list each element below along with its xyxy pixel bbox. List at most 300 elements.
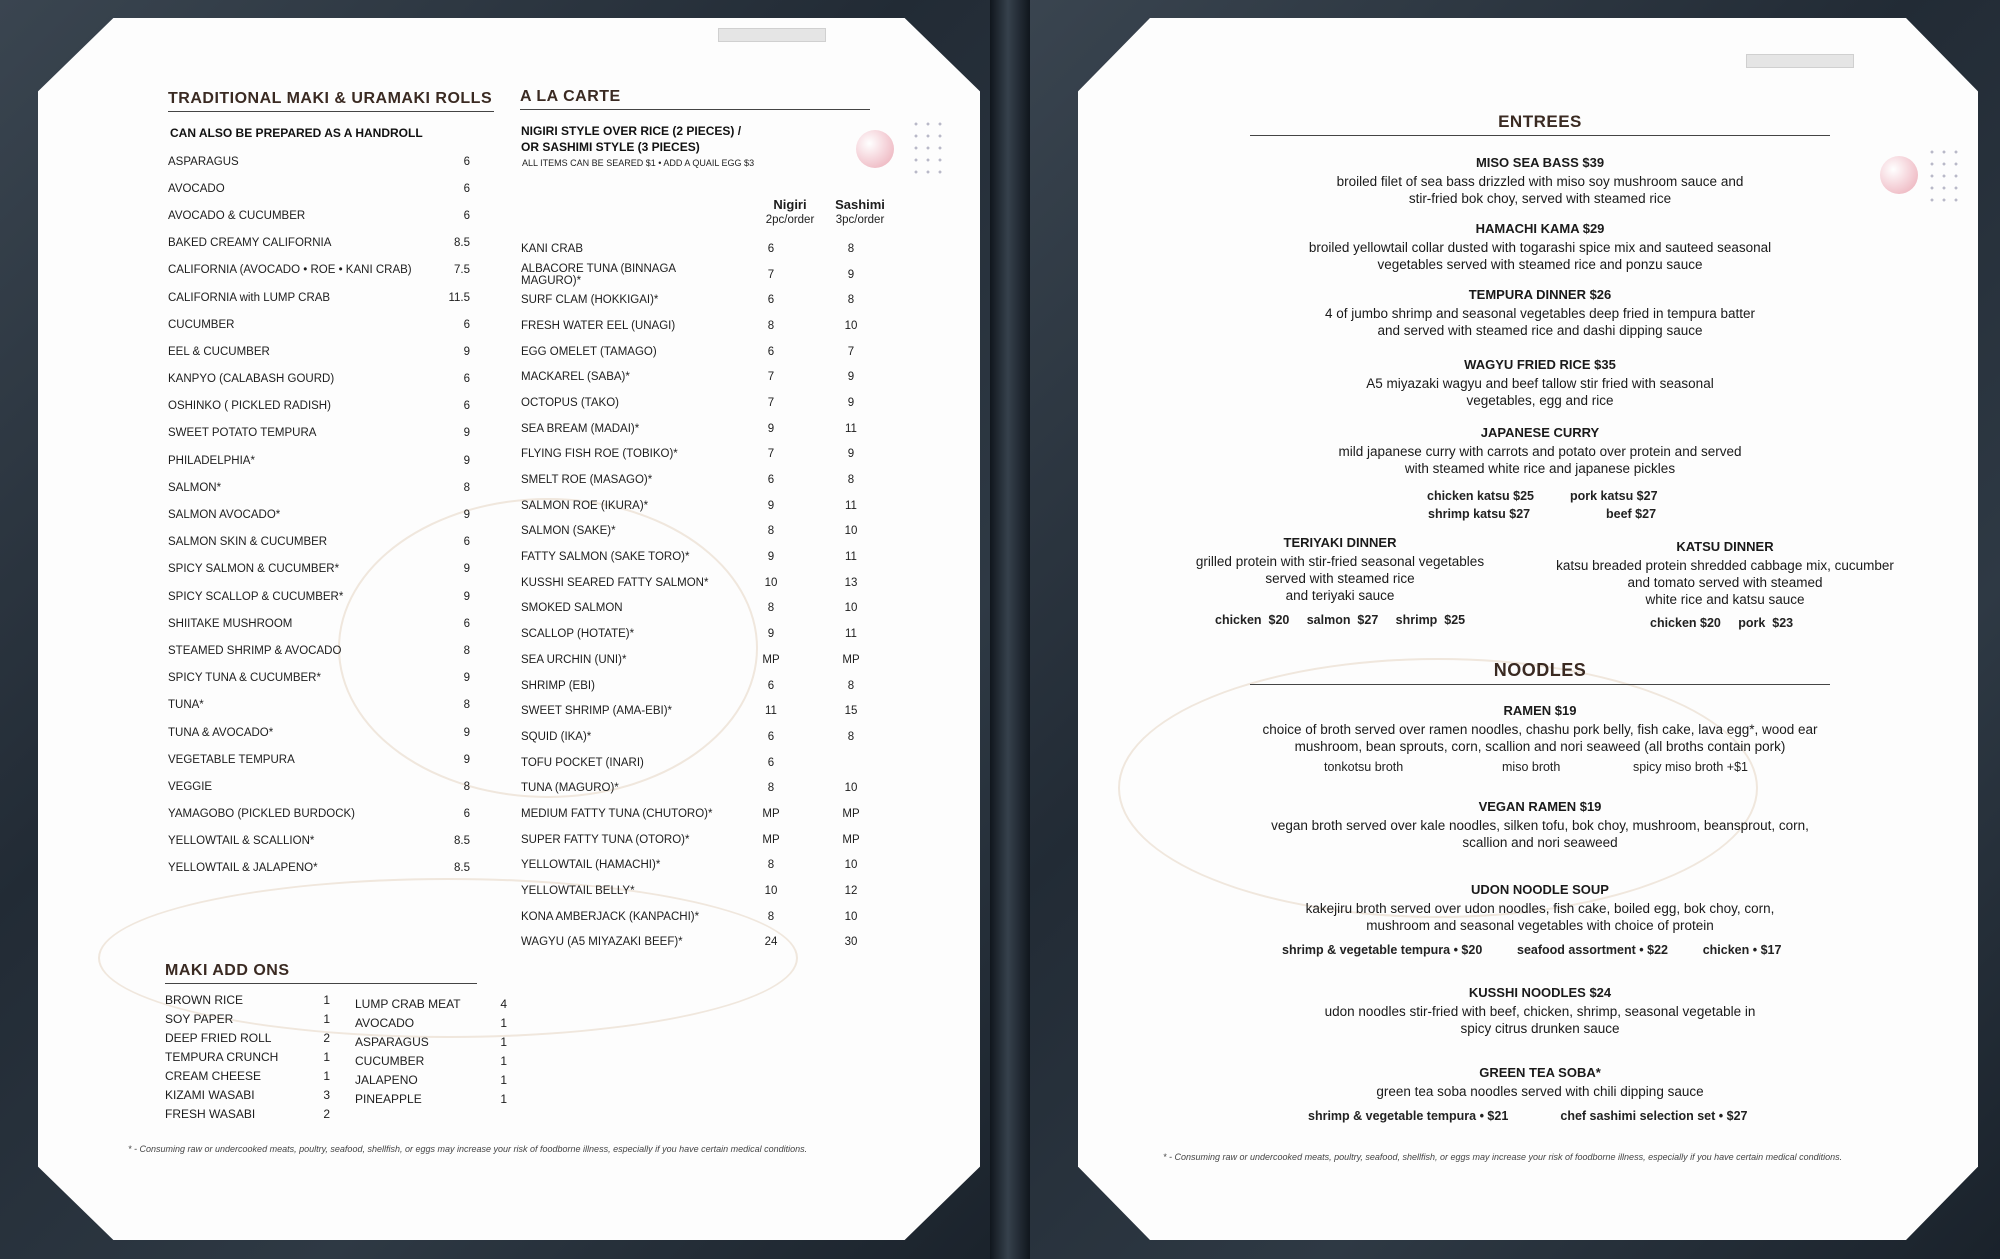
item-name: STEAMED SHRIMP & AVOCADO [168,644,342,657]
item-name: CUCUMBER [168,318,235,331]
roll-menu-item [168,366,470,393]
menu-spine [990,0,1030,1259]
item-price: 1 [500,1091,507,1106]
nigiri-price: 7 [767,448,775,461]
item-name: CALIFORNIA with LUMP CRAB [168,291,331,304]
item-price: 1 [500,1015,507,1030]
item-name: BAKED CREAMY CALIFORNIA [168,237,332,250]
roll-menu-item [168,202,470,229]
item-desc: A5 miyazaki wagyu and beef tallow stir fried with seasonal [1366,376,1714,391]
item-price: 6 [463,373,470,386]
nigiri-price: 6 [767,242,775,255]
a-la-carte-item [521,904,891,930]
sashimi-price: 9 [847,268,855,281]
sashimi-price: 9 [847,371,855,384]
nigiri-price: 11 [765,705,777,718]
item-title: WAGYU FRIED RICE $35 [1464,357,1616,372]
item-desc: spicy citrus drunken sauce [1460,1021,1620,1036]
item-price: 9 [463,563,470,576]
item-desc: vegetables, egg and rice [1466,393,1614,408]
item-name: AVOCADO [168,182,225,195]
item-desc: broiled filet of sea bass drizzled with miso soy mushroom sauce and [1336,174,1744,189]
a-la-carte-subtitle-2: OR SASHIMI STYLE (3 PIECES) [521,140,700,154]
orb-decoration [856,130,894,168]
item-name: SPICY SCALLOP & CUCUMBER* [168,590,344,603]
kusshi-noodles-item [1180,984,1900,1037]
nigiri-price: 6 [767,474,775,487]
item-name: LUMP CRAB MEAT [355,996,461,1011]
sashimi-price: 8 [847,679,855,692]
udon-noodle-soup-item [1180,881,1900,934]
item-title: JAPANESE CURRY [1480,425,1600,440]
sashimi-price: 11 [845,422,857,435]
item-price: 8 [463,644,470,657]
nigiri-price: 7 [767,268,775,281]
a-la-carte-item [521,621,891,647]
item-desc: 4 of jumbo shrimp and seasonal vegetables deep fried in tempura batter [1324,306,1755,321]
curry-option: beef $27 [1606,507,1657,521]
item-desc: stir-fried bok choy, served with steamed rice [1408,191,1672,206]
item-desc: with steamed white rice and japanese pickles [1404,461,1676,476]
item-price: 9 [463,454,470,467]
add-on-item [355,1051,507,1070]
item-name: MEDIUM FATTY TUNA (CHUTORO)* [521,807,713,820]
item-price: 1 [323,1068,330,1083]
item-name: YELLOWTAIL (HAMACHI)* [521,859,661,872]
item-price: 1 [500,1072,507,1087]
a-la-carte-item [521,442,891,468]
add-on-item [165,1066,330,1085]
nigiri-price: 7 [767,396,775,409]
add-on-item [355,1070,507,1089]
item-name: CUCUMBER [355,1053,425,1068]
item-name: SALMON (SAKE)* [521,525,616,538]
a-la-carte-list [521,236,891,955]
item-name: TEMPURA CRUNCH [165,1049,279,1064]
sashimi-price: 11 [845,499,857,512]
a-la-carte-item [521,313,891,339]
item-name: FRESH WASABI [165,1106,256,1121]
add-on-item [355,1013,507,1032]
item-name: KANPYO (CALABASH GOURD) [168,373,335,386]
add-on-item [355,1032,507,1051]
vegan-ramen-item [1180,798,1900,851]
item-name: SCALLOP (HOTATE)* [521,628,635,641]
item-price: 8.5 [454,835,470,848]
item-name: SALMON SKIN & CUCUMBER [168,536,328,549]
nigiri-price: 9 [767,422,775,435]
item-name: WAGYU (A5 MIYAZAKI BEEF)* [521,936,683,949]
item-name: EEL & CUCUMBER [168,345,270,358]
tempura-dinner-item [1250,286,1830,339]
roll-menu-item [168,637,470,664]
add-ons-column-1 [165,990,330,1123]
item-price: 6 [463,400,470,413]
a-la-carte-item [521,698,891,724]
item-name: SALMON* [168,481,222,494]
roll-menu-item [168,719,470,746]
nigiri-price: MP [762,653,780,666]
item-desc: and served with steamed rice and dashi dipping sauce [1377,323,1703,338]
sashimi-price: MP [842,833,860,846]
page-tab-decoration [1746,54,1854,68]
item-name: YAMAGOBO (PICKLED BURDOCK) [168,808,356,821]
hamachi-kama-item [1250,220,1830,273]
item-title: KUSSHI NOODLES $24 [1468,985,1612,1000]
item-name: MACKAREL (SABA)* [521,371,630,384]
item-title: KATSU DINNER [1676,539,1774,554]
item-desc: green tea soba noodles served with chili dipping sauce [1376,1084,1704,1099]
item-name: BROWN RICE [165,992,243,1007]
entrees-title: ENTREES [1250,112,1830,136]
nigiri-price: 9 [767,499,775,512]
roll-menu-item [168,773,470,800]
roll-menu-item [168,556,470,583]
item-desc: udon noodles stir-fried with beef, chicken, shrimp, seasonal vegetable in [1324,1004,1756,1019]
item-name: YELLOWTAIL BELLY* [521,885,635,898]
item-price: 9 [463,590,470,603]
noodles-title: NOODLES [1250,660,1830,685]
curry-option: pork katsu $27 [1570,489,1658,503]
a-la-carte-item [521,570,891,596]
ramen-broth-option: miso broth [1502,760,1561,774]
sashimi-price: 12 [844,885,858,898]
roll-menu-item [168,420,470,447]
item-desc: broiled yellowtail collar dusted with togarashi spice mix and sauteed seasonal [1308,240,1772,255]
item-price: 6 [463,808,470,821]
a-la-carte-item [521,467,891,493]
nigiri-price: 24 [764,936,778,949]
item-desc: and teriyaki sauce [1285,588,1395,603]
sashimi-price: 15 [844,705,858,718]
sashimi-price: 10 [844,602,858,615]
item-name: SUPER FATTY TUNA (OTORO)* [521,833,690,846]
nigiri-price: 6 [767,730,775,743]
roll-menu-item [168,175,470,202]
a-la-carte-item [521,930,891,956]
a-la-carte-note: ALL ITEMS CAN BE SEARED $1 • ADD A QUAIL EGG $3 [522,158,755,168]
sashimi-price: 9 [847,448,855,461]
nigiri-price: 6 [767,679,775,692]
udon-options: shrimp & vegetable tempura • $20 seafood assortment • $22 chicken • $17 [1282,943,1782,957]
add-on-item [355,1089,507,1108]
item-desc: scallion and nori seaweed [1462,835,1618,850]
item-desc: mushroom and seasonal vegetables with choice of protein [1366,918,1714,933]
curry-option: chicken katsu $25 [1427,489,1535,503]
item-name: SALMON ROE (IKURA)* [521,499,649,512]
rolls-section-title: TRADITIONAL MAKI & URAMAKI ROLLS [168,90,494,112]
a-la-carte-item [521,775,891,801]
a-la-carte-item [521,262,891,288]
item-price: 1 [323,1011,330,1026]
nigiri-price: 7 [767,371,775,384]
item-name: TUNA (MAGURO)* [521,782,619,795]
item-name: KIZAMI WASABI [165,1087,255,1102]
item-name: VEGGIE [168,780,213,793]
item-desc: mild japanese curry with carrots and potato over protein and served [1338,444,1742,459]
item-title: RAMEN $19 [1503,703,1577,718]
katsu-options: chicken $20 pork $23 [1650,616,1794,630]
add-on-item [355,994,507,1013]
a-la-carte-subtitle-1: NIGIRI STYLE OVER RICE (2 PIECES) / [521,124,742,138]
item-name: SOY PAPER [165,1011,234,1026]
a-la-carte-item [521,724,891,750]
katsu-dinner-item [1535,538,1915,608]
item-price: 8 [463,780,470,793]
item-name: FATTY SALMON (SAKE TORO)* [521,551,690,564]
a-la-carte-item [521,853,891,879]
item-name: SEA URCHIN (UNI)* [521,653,627,666]
item-title: GREEN TEA SOBA* [1479,1065,1601,1080]
roll-menu-item [168,447,470,474]
item-title: MISO SEA BASS $39 [1475,155,1605,170]
roll-menu-item [168,583,470,610]
nigiri-price: 8 [767,910,775,923]
roll-menu-item [168,311,470,338]
rolls-list [168,148,470,882]
soba-options: shrimp & vegetable tempura • $21 chef sashimi selection set • $27 [1308,1109,1748,1123]
a-la-carte-item [521,287,891,313]
roll-menu-item [168,692,470,719]
nigiri-price: 6 [767,756,775,769]
green-tea-soba-item [1180,1064,1900,1100]
roll-menu-item [168,148,470,175]
a-la-carte-item [521,801,891,827]
item-desc: grilled protein with stir-fried seasonal vegetables [1195,554,1485,569]
item-price: 6 [463,536,470,549]
item-name: JALAPENO [355,1072,418,1087]
item-price: 1 [500,1034,507,1049]
item-name: CREAM CHEESE [165,1068,262,1083]
item-price: 8 [463,481,470,494]
nigiri-price: MP [762,807,780,820]
roll-menu-item [168,284,470,311]
roll-menu-item [168,828,470,855]
item-name: TOFU POCKET (INARI) [521,756,644,769]
item-desc: white rice and katsu sauce [1645,592,1805,607]
item-price: 11.5 [448,291,470,304]
nigiri-price: 6 [767,345,775,358]
item-name: ASPARAGUS [168,155,239,168]
item-name: SEA BREAM (MADAI)* [521,422,640,435]
a-la-carte-item [521,596,891,622]
item-name: SPICY TUNA & CUCUMBER* [168,672,321,685]
a-la-carte-item [521,390,891,416]
item-name: SWEET SHRIMP (AMA-EBI)* [521,705,673,718]
left-disclaimer: * - Consuming raw or undercooked meats, poultry, seafood, shellfish, or eggs may increase your risk of foodborne illness, especially if you have certain medical conditions. [128,1144,808,1154]
item-price: 9 [463,672,470,685]
add-on-item [165,1104,330,1123]
nigiri-price: 8 [767,859,775,872]
nigiri-price: 9 [767,628,775,641]
item-name: TUNA* [168,699,204,712]
item-price: 6 [463,318,470,331]
item-name: YELLOWTAIL & JALAPENO* [168,862,318,875]
teriyaki-dinner-item [1170,534,1510,604]
right-disclaimer: * - Consuming raw or undercooked meats, poultry, seafood, shellfish, or eggs may increase your risk of foodborne illness, especially if you have certain medical conditions. [1163,1152,1843,1162]
roll-menu-item [168,529,470,556]
item-name: FRESH WATER EEL (UNAGI) [521,319,676,332]
sashimi-price: 8 [847,474,855,487]
a-la-carte-item [521,827,891,853]
ramen-broth-option: spicy miso broth +$1 [1633,760,1748,774]
item-name: SHIITAKE MUSHROOM [168,617,293,630]
sashimi-price: MP [842,653,860,666]
roll-menu-item [168,665,470,692]
roll-menu-item [168,257,470,284]
item-title: TERIYAKI DINNER [1283,535,1397,550]
sashimi-price: 10 [844,859,858,872]
a-la-carte-item [521,493,891,519]
roll-menu-item [168,746,470,773]
rolls-subtitle: CAN ALSO BE PREPARED AS A HANDROLL [170,126,423,140]
item-name: SQUID (IKA)* [521,730,592,743]
item-desc: vegetables served with steamed rice and ponzu sauce [1377,257,1703,272]
nigiri-price: 8 [767,319,775,332]
sashimi-price: 30 [844,936,858,949]
item-price: 9 [463,427,470,440]
item-price: 7.5 [454,264,470,277]
item-desc: kakejiru broth served over udon noodles, fish cake, boiled egg, bok choy, corn, [1305,901,1775,916]
sashimi-price: 10 [844,910,858,923]
item-name: AVOCADO & CUCUMBER [168,209,306,222]
item-title: HAMACHI KAMA $29 [1475,221,1605,236]
item-price: 9 [463,726,470,739]
item-price: 1 [500,1053,507,1068]
sashimi-price: 11 [845,551,857,564]
a-la-carte-item [521,878,891,904]
item-desc: choice of broth served over ramen noodles, chashu pork belly, fish cake, lava egg*, wood ear [1262,722,1818,737]
item-name: VEGETABLE TEMPURA [168,753,295,766]
a-la-carte-item [521,364,891,390]
item-name: SHRIMP (EBI) [521,679,595,692]
item-price: 6 [463,155,470,168]
a-la-carte-column-headers [755,198,895,227]
sashimi-price: 10 [844,525,858,538]
roll-menu-item [168,474,470,501]
add-on-item [165,1028,330,1047]
item-price: 8 [463,699,470,712]
roll-menu-item [168,230,470,257]
sashimi-price: MP [842,807,860,820]
item-price: 2 [323,1106,330,1121]
a-la-carte-item [521,519,891,545]
item-name: KONA AMBERJACK (KANPACHI)* [521,910,700,923]
item-name: SMELT ROE (MASAGO)* [521,474,653,487]
a-la-carte-item [521,647,891,673]
item-name: PHILADELPHIA* [168,454,255,467]
item-price: 4 [500,996,507,1011]
add-on-item [165,1085,330,1104]
item-price: 6 [463,617,470,630]
roll-menu-item [168,501,470,528]
item-title: TEMPURA DINNER $26 [1468,287,1612,302]
sashimi-price: 10 [844,319,858,332]
item-price: 6 [463,209,470,222]
item-desc: katsu breaded protein shredded cabbage mix, cucumber [1556,558,1894,573]
item-price: 1 [323,1049,330,1064]
item-price: 1 [323,992,330,1007]
item-name: SPICY SALMON & CUCUMBER* [168,563,340,576]
wagyu-fried-rice-item [1250,356,1830,409]
nigiri-price: 8 [767,525,775,538]
curry-option: shrimp katsu $27 [1428,507,1531,521]
item-name: SMOKED SALMON [521,602,623,615]
item-price: 3 [323,1087,330,1102]
item-desc: mushroom, bean sprouts, corn, scallion and nori seaweed (all broths contain pork) [1294,739,1786,754]
roll-menu-item [168,610,470,637]
roll-menu-item [168,393,470,420]
add-on-item [165,990,330,1009]
orb-decoration [1880,156,1918,194]
item-name: DEEP FRIED ROLL [165,1030,272,1045]
item-title: UDON NOODLE SOUP [1471,882,1609,897]
item-name: PINEAPPLE [355,1091,422,1106]
item-name: ASPARAGUS [355,1034,429,1049]
item-desc: and tomato served with steamed [1627,575,1823,590]
maki-add-ons-title: MAKI ADD ONS [165,962,477,984]
item-name: ALBACORE TUNA (BINNAGA MAGURO)* [521,262,676,287]
sashimi-price: 10 [844,782,858,795]
item-name: KANI CRAB [521,242,583,255]
add-ons-column-2 [355,994,507,1108]
item-name: EGG OMELET (TAMAGO) [521,345,657,358]
roll-menu-item [168,855,470,882]
add-on-item [165,1009,330,1028]
a-la-carte-item [521,339,891,365]
item-name: AVOCADO [355,1015,415,1030]
nigiri-price: MP [762,833,780,846]
nigiri-price: 8 [767,602,775,615]
ramen-item [1180,702,1900,755]
sashimi-price: 13 [844,576,858,589]
japanese-curry-item [1250,424,1830,477]
teriyaki-options: chicken $20 salmon $27 shrimp $25 [1215,613,1466,627]
a-la-carte-item [521,750,891,776]
item-price: 2 [323,1030,330,1045]
sashimi-price: 8 [847,242,855,255]
sashimi-price: 8 [847,730,855,743]
dots-decoration [910,118,950,178]
item-price: 9 [463,345,470,358]
a-la-carte-item [521,416,891,442]
item-desc: served with steamed rice [1265,571,1415,586]
nigiri-price: 8 [767,782,775,795]
dots-decoration [1926,146,1966,206]
nigiri-price: 10 [764,885,778,898]
add-on-item [165,1047,330,1066]
item-name: SALMON AVOCADO* [168,509,281,522]
a-la-carte-item [521,236,891,262]
item-name: OSHINKO ( PICKLED RADISH) [168,400,331,413]
item-desc: vegan broth served over kale noodles, silken tofu, bok choy, mushroom, beansprout, corn, [1271,818,1809,833]
item-price: 9 [463,753,470,766]
item-price: 9 [463,509,470,522]
item-name: FLYING FISH ROE (TOBIKO)* [521,448,678,461]
item-name: SWEET POTATO TEMPURA [168,427,317,440]
nigiri-price: 10 [764,576,778,589]
miso-sea-bass-item [1250,154,1830,207]
roll-menu-item [168,338,470,365]
a-la-carte-title: A LA CARTE [520,88,870,110]
nigiri-column-header: Nigiri 2pc/order [765,197,815,226]
item-name: OCTOPUS (TAKO) [521,396,619,409]
item-name: CALIFORNIA (AVOCADO • ROE • KANI CRAB) [168,264,412,277]
nigiri-price: 6 [767,294,775,307]
item-price: 8.5 [454,237,470,250]
sashimi-price: 9 [847,396,855,409]
item-name: TUNA & AVOCADO* [168,726,274,739]
